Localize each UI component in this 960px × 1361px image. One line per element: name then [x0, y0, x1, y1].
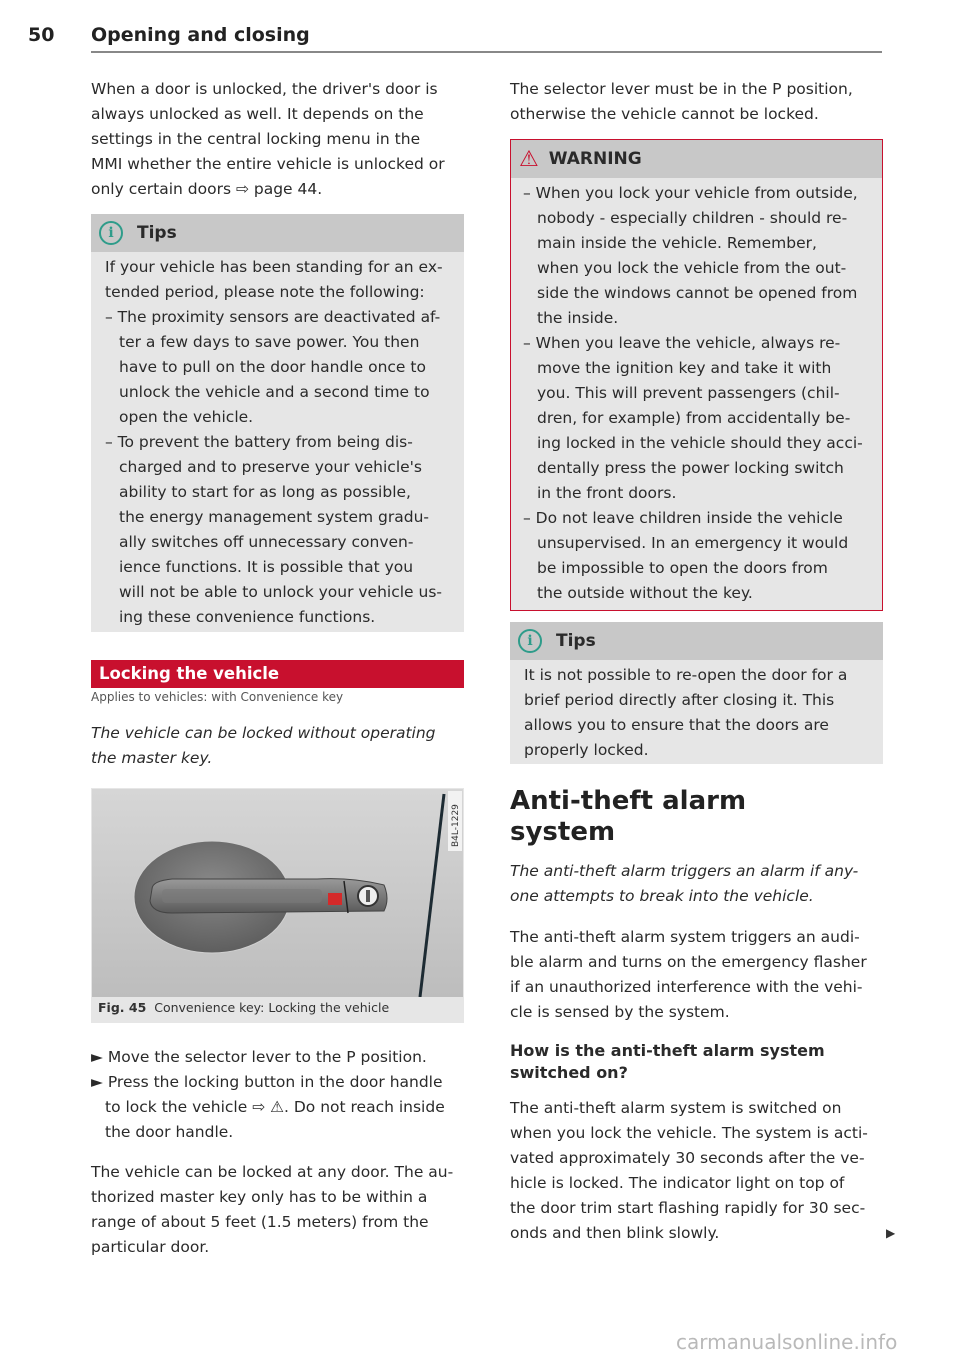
text-line: range of about 5 feet (1.5 meters) from the — [91, 1213, 429, 1231]
text-line: always unlocked as well. It depends on the — [91, 105, 424, 123]
text-line: The anti-theft alarm system is switched on — [510, 1099, 842, 1117]
text-line: dentally press the power locking switch — [537, 459, 844, 477]
text-line: The anti-theft alarm triggers an alarm if any- — [510, 862, 859, 880]
figure-caption — [98, 1000, 389, 1015]
warning-body — [511, 178, 882, 606]
text-line: ter a few days to save power. You then — [119, 333, 420, 351]
tips-body — [91, 252, 464, 630]
text-line: have to pull on the door handle once to — [119, 358, 426, 376]
continue-arrow-icon: ▶ — [886, 1226, 896, 1240]
text-line: only certain doors ⇨ page 44. — [91, 180, 323, 198]
text-line: the outside without the key. — [537, 584, 753, 602]
section-banner: Locking the vehicle — [91, 660, 464, 688]
text-line: open the vehicle. — [119, 408, 254, 426]
subheading-line: switched on? — [510, 1063, 628, 1082]
text-line: ience functions. It is possible that you — [119, 558, 414, 576]
text-line: ing locked in the vehicle should they acci- — [537, 434, 863, 452]
text-line: – Do not leave children inside the vehicle — [523, 509, 843, 527]
left-lead — [91, 721, 436, 771]
tips-box — [91, 214, 464, 632]
text-line: in the front doors. — [537, 484, 677, 502]
text-line: onds and then blink slowly. — [510, 1224, 720, 1242]
page-number: 50 — [28, 24, 55, 46]
tips-box-2 — [510, 622, 883, 764]
text-line: ► Move the selector lever to the P position. — [91, 1048, 427, 1066]
heading-line: system — [510, 817, 616, 847]
subheading-line: How is the anti-theft alarm system — [510, 1041, 825, 1060]
text-line: ally switches off unnecessary conven- — [119, 533, 414, 551]
text-line: – When you leave the vehicle, always re- — [523, 334, 841, 352]
right-lead — [510, 859, 858, 909]
right-para-2 — [510, 1096, 868, 1246]
text-line: otherwise the vehicle cannot be locked. — [510, 105, 819, 123]
text-line: the door handle. — [105, 1123, 234, 1141]
text-line: the energy management system gradu- — [119, 508, 429, 526]
subheading — [510, 1040, 825, 1084]
text-line: The selector lever must be in the P position, — [510, 80, 853, 98]
info-icon: i — [99, 221, 123, 245]
text-line: move the ignition key and take it with — [537, 359, 832, 377]
text-line: – When you lock your vehicle from outside, — [523, 184, 858, 202]
warning-title: WARNING — [548, 149, 642, 169]
text-line: MMI whether the entire vehicle is unlocked or — [91, 155, 445, 173]
text-line: charged and to preserve your vehicle's — [119, 458, 423, 476]
info-icon: i — [518, 629, 542, 653]
header-rule — [91, 51, 882, 53]
text-line: The vehicle can be locked without operating — [91, 724, 436, 742]
text-line: – To prevent the battery from being dis- — [105, 433, 413, 451]
text-line: cle is sensed by the system. — [510, 1003, 730, 1021]
text-line: when you lock the vehicle. The system is acti- — [510, 1124, 868, 1142]
text-line: you. This will prevent passengers (chil- — [537, 384, 840, 402]
text-line: ability to start for as long as possible, — [119, 483, 411, 501]
left-para — [91, 1160, 453, 1260]
steps-list — [91, 1045, 445, 1145]
text-line: will not be able to unlock your vehicle us- — [119, 583, 442, 601]
figure-code: B4L-1229 — [451, 804, 461, 847]
figure-45 — [91, 788, 464, 1023]
warning-box — [510, 139, 883, 611]
text-line: If your vehicle has been standing for an ex- — [105, 258, 443, 276]
text-line: The anti-theft alarm system triggers an audi- — [510, 928, 860, 946]
text-line: brief period directly after closing it. This — [524, 691, 835, 709]
text-line: When a door is unlocked, the driver's door is — [91, 80, 438, 98]
right-intro — [510, 77, 853, 127]
tips-title: Tips — [137, 223, 177, 243]
text-line: main inside the vehicle. Remember, — [537, 234, 817, 252]
text-line: tended period, please note the following: — [105, 283, 425, 301]
watermark: carmanualsonline.info — [676, 1330, 898, 1354]
text-line: ing these convenience functions. — [119, 608, 376, 626]
section-title: Opening and closing — [91, 24, 310, 46]
tips-body — [510, 660, 883, 763]
anti-theft-heading — [510, 786, 746, 848]
warning-triangle-icon: ⚠ — [519, 146, 539, 172]
text-line: the door trim start flashing rapidly for 30 sec- — [510, 1199, 866, 1217]
text-line: thorized master key only has to be within a — [91, 1188, 428, 1206]
text-line: It is not possible to re-open the door for a — [524, 666, 848, 684]
text-line: – The proximity sensors are deactivated af- — [105, 308, 441, 326]
text-line: particular door. — [91, 1238, 210, 1256]
text-line: settings in the central locking menu in the — [91, 130, 421, 148]
text-line: properly locked. — [524, 741, 649, 759]
left-intro — [91, 77, 445, 202]
figure-caption-text: Convenience key: Locking the vehicle — [154, 1000, 390, 1015]
text-line: hicle is locked. The indicator light on top of — [510, 1174, 845, 1192]
door-handle-illustration — [92, 789, 463, 997]
text-line: ble alarm and turns on the emergency flasher — [510, 953, 867, 971]
text-line: one attempts to break into the vehicle. — [510, 887, 814, 905]
text-line: vated approximately 30 seconds after the ve- — [510, 1149, 865, 1167]
text-line: unsupervised. In an emergency it would — [537, 534, 849, 552]
text-line: to lock the vehicle ⇨ ⚠. Do not reach inside — [105, 1098, 445, 1116]
text-line: if an unauthorized interference with the vehi- — [510, 978, 863, 996]
text-line: unlock the vehicle and a second time to — [119, 383, 430, 401]
text-line: dren, for example) from accidentally be- — [537, 409, 851, 427]
tips-title: Tips — [556, 631, 596, 651]
text-line: The vehicle can be locked at any door. The au- — [91, 1163, 454, 1181]
text-line: side the windows cannot be opened from — [537, 284, 858, 302]
text-line: when you lock the vehicle from the out- — [537, 259, 847, 277]
text-line: be impossible to open the doors from — [537, 559, 828, 577]
text-line: the inside. — [537, 309, 619, 327]
heading-line: Anti-theft alarm — [510, 786, 747, 816]
right-para-1 — [510, 925, 867, 1025]
text-line: nobody - especially children - should re- — [537, 209, 848, 227]
figure-label: Fig. 45 — [98, 1000, 147, 1015]
text-line: the master key. — [91, 749, 213, 767]
text-line: allows you to ensure that the doors are — [524, 716, 829, 734]
applies-to: Applies to vehicles: with Convenience key — [91, 690, 344, 704]
text-line: ► Press the locking button in the door handle — [91, 1073, 443, 1091]
